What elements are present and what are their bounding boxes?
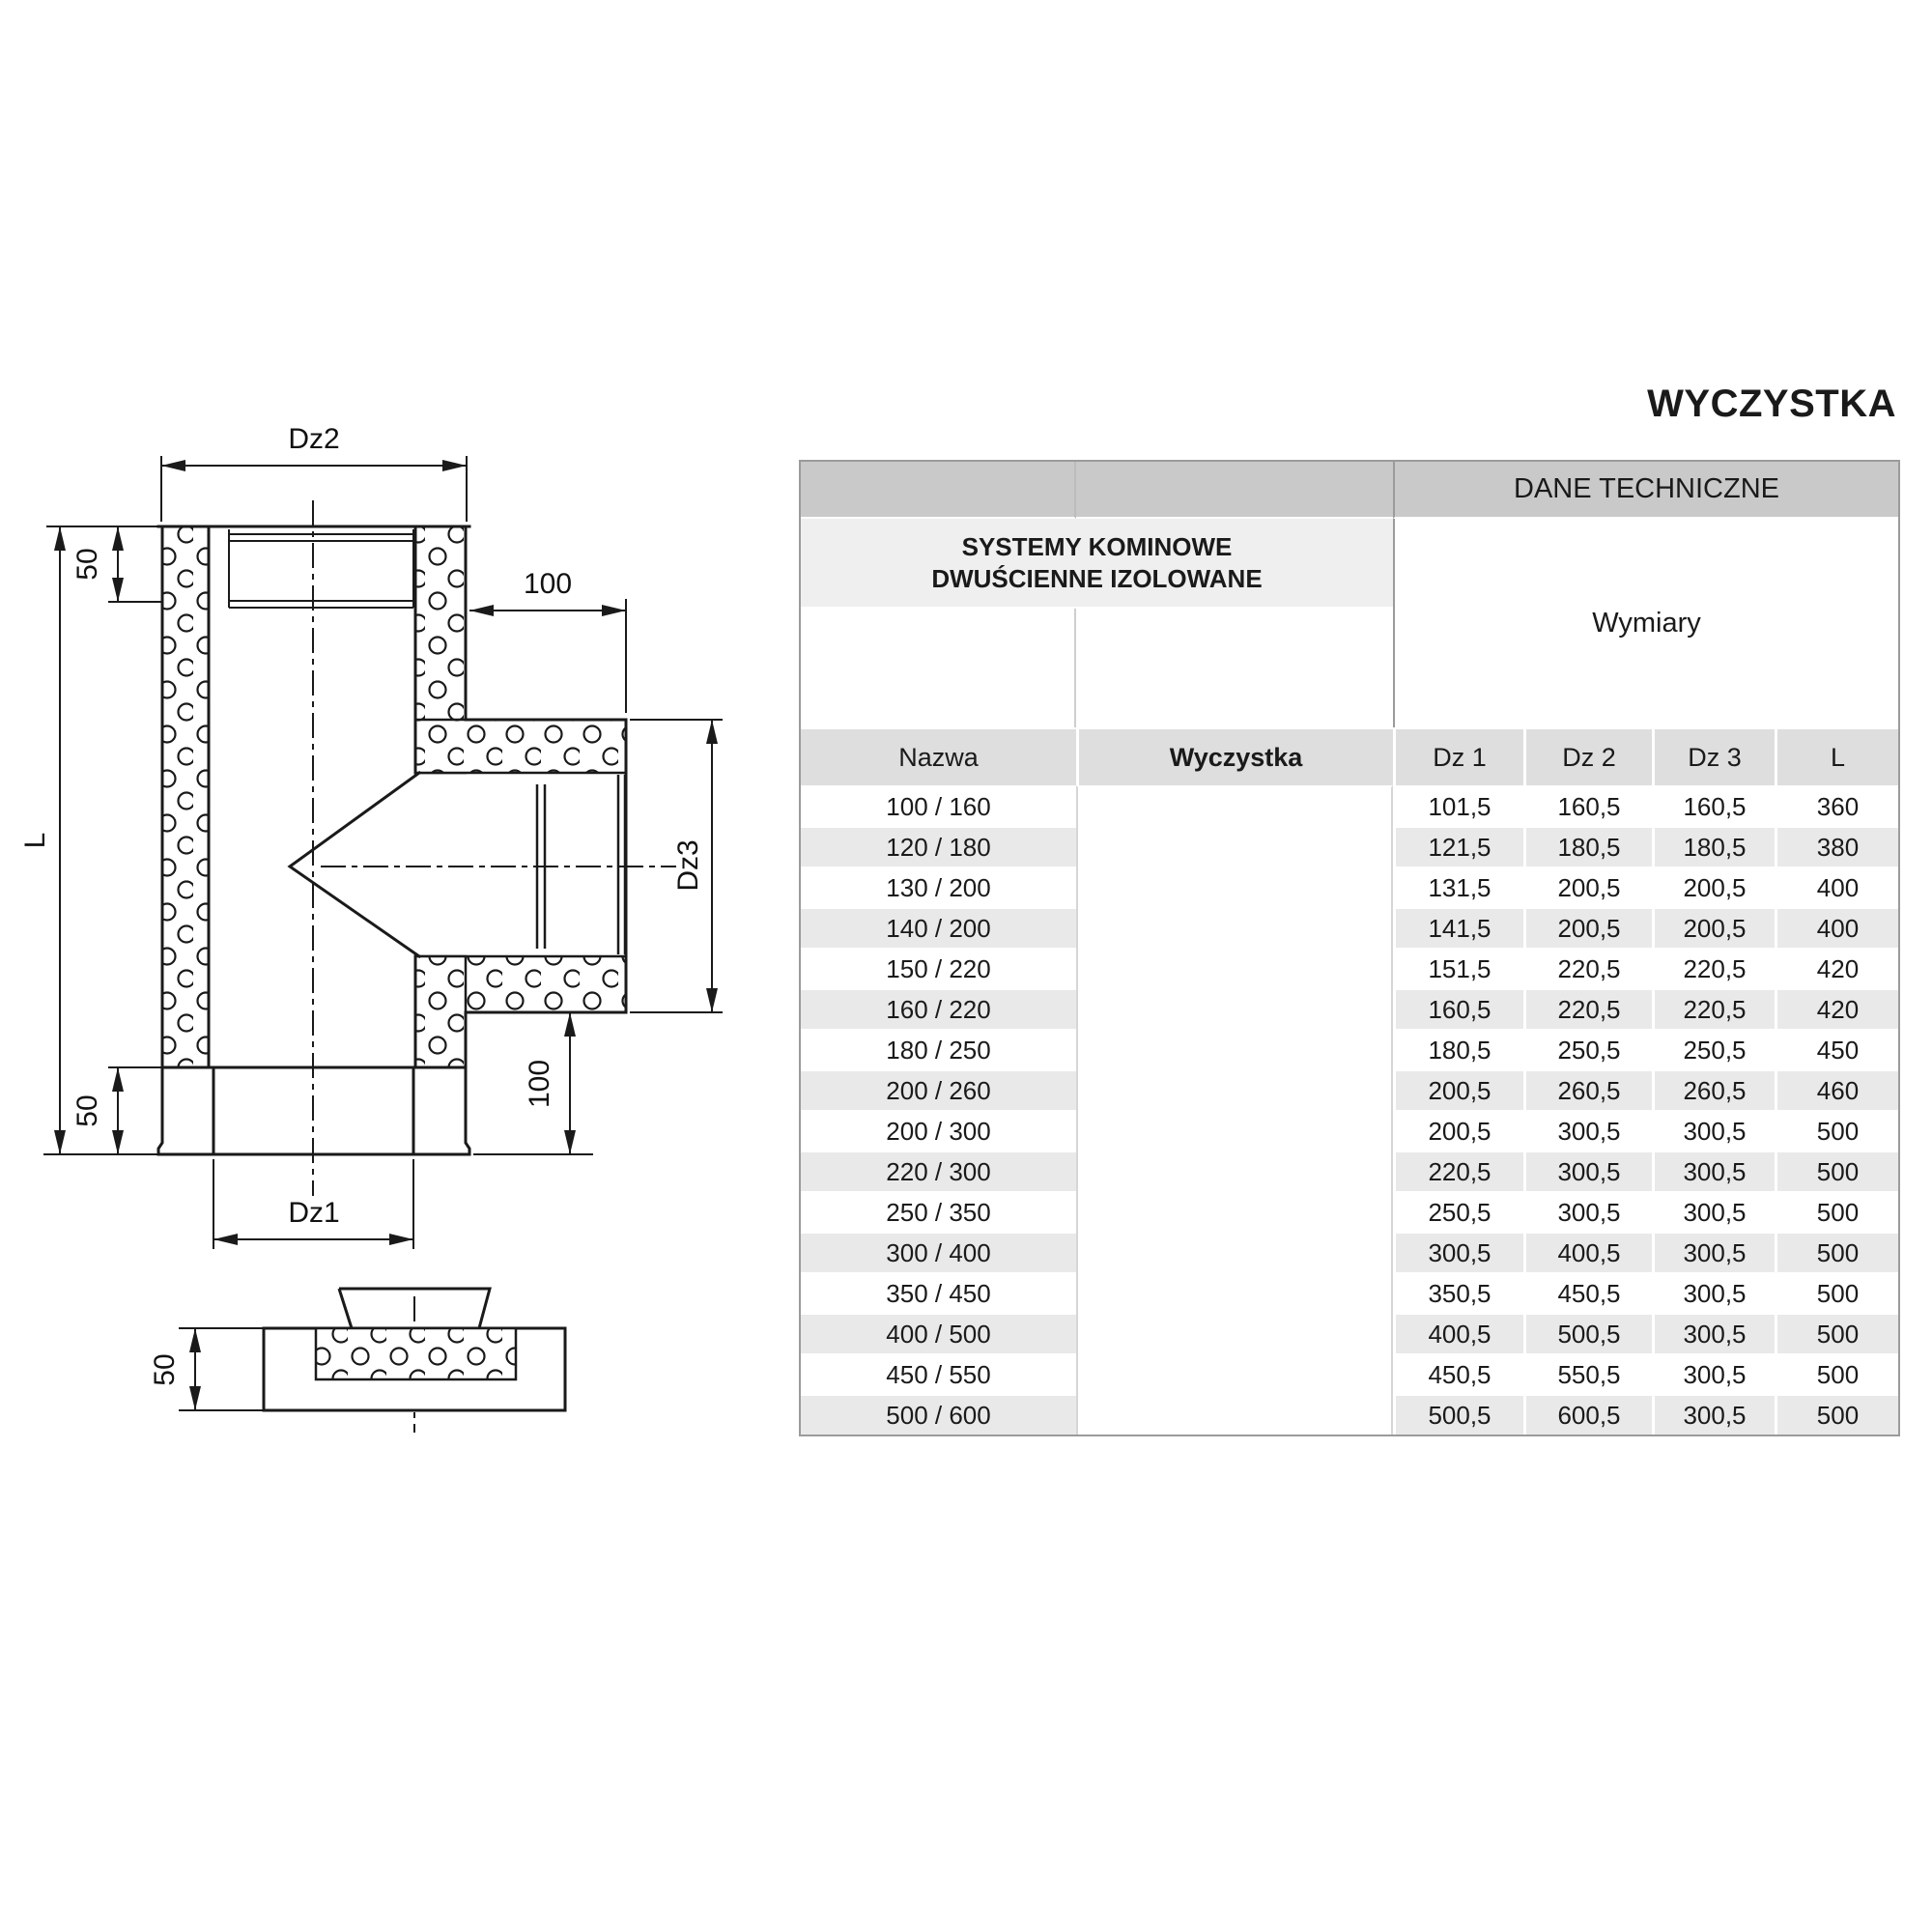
cell-dz1: 121,5 <box>1393 826 1523 867</box>
cell-nazwa: 120 / 180 <box>801 826 1076 867</box>
cell-dz2: 180,5 <box>1523 826 1652 867</box>
cell-dz2: 600,5 <box>1523 1394 1652 1435</box>
dim-label-dz3: Dz3 <box>672 839 704 892</box>
cell-dz1: 350,5 <box>1393 1272 1523 1313</box>
empty-header-cell-nazwa <box>801 462 1076 519</box>
inner-liner <box>229 529 413 608</box>
cell-dz1: 200,5 <box>1393 1069 1523 1110</box>
system-name-cell <box>801 519 1393 609</box>
cell-nazwa: 200 / 300 <box>801 1110 1076 1151</box>
cell-l: 500 <box>1775 1110 1898 1151</box>
table-row-column-headers <box>801 727 1898 785</box>
cell-dz1: 250,5 <box>1393 1191 1523 1232</box>
dim-offset-top <box>46 526 162 602</box>
cell-dz1: 200,5 <box>1393 1110 1523 1151</box>
dim-label-branch-height: 100 <box>524 1059 555 1109</box>
cell-dz3: 300,5 <box>1652 1353 1775 1394</box>
cell-dz3: 300,5 <box>1652 1232 1775 1272</box>
cell-dz2: 160,5 <box>1523 785 1652 826</box>
col-header-nazwa: Nazwa <box>801 727 1076 785</box>
cell-dz3: 220,5 <box>1652 948 1775 988</box>
cell-nazwa: 200 / 260 <box>801 1069 1076 1110</box>
cell-nazwa: 350 / 450 <box>801 1272 1076 1313</box>
dim-label-offset-bottom: 50 <box>71 1094 103 1127</box>
cell-dz1: 500,5 <box>1393 1394 1523 1435</box>
cell-dz2: 500,5 <box>1523 1313 1652 1353</box>
cell-dz2: 300,5 <box>1523 1191 1652 1232</box>
dim-door-height <box>149 1328 264 1410</box>
cell-nazwa: 450 / 550 <box>801 1353 1076 1394</box>
blank-cell-wyczystka <box>1076 609 1393 727</box>
cell-l: 460 <box>1775 1069 1898 1110</box>
cell-l: 500 <box>1775 1191 1898 1232</box>
cone-transition <box>290 773 419 956</box>
cell-dz3: 300,5 <box>1652 1272 1775 1313</box>
cell-l: 400 <box>1775 867 1898 907</box>
cell-nazwa: 500 / 600 <box>801 1394 1076 1435</box>
cell-l: 450 <box>1775 1029 1898 1069</box>
cell-l: 500 <box>1775 1394 1898 1435</box>
dim-dz3 <box>630 720 723 1012</box>
col-header-dz2: Dz 2 <box>1523 727 1652 785</box>
cell-dz1: 300,5 <box>1393 1232 1523 1272</box>
cell-dz1: 400,5 <box>1393 1313 1523 1353</box>
cell-dz3: 260,5 <box>1652 1069 1775 1110</box>
cell-l: 420 <box>1775 988 1898 1029</box>
technical-data-header: DANE TECHNICZNE <box>1393 462 1898 519</box>
cell-dz1: 141,5 <box>1393 907 1523 948</box>
cell-l: 360 <box>1775 785 1898 826</box>
cell-dz3: 300,5 <box>1652 1151 1775 1191</box>
cell-l: 500 <box>1775 1272 1898 1313</box>
pipe-outline <box>158 526 626 1154</box>
cell-dz2: 300,5 <box>1523 1110 1652 1151</box>
cell-dz2: 550,5 <box>1523 1353 1652 1394</box>
dim-label-dz2: Dz2 <box>288 423 340 455</box>
cell-nazwa: 100 / 160 <box>801 785 1076 826</box>
cell-dz1: 160,5 <box>1393 988 1523 1029</box>
cell-dz1: 180,5 <box>1393 1029 1523 1069</box>
cell-dz3: 160,5 <box>1652 785 1775 826</box>
cell-nazwa: 140 / 200 <box>801 907 1076 948</box>
cell-dz3: 300,5 <box>1652 1394 1775 1435</box>
cell-dz3: 300,5 <box>1652 1191 1775 1232</box>
cell-dz2: 260,5 <box>1523 1069 1652 1110</box>
dim-label-dz1: Dz1 <box>288 1197 340 1229</box>
cell-l: 500 <box>1775 1313 1898 1353</box>
cell-dz3: 220,5 <box>1652 988 1775 1029</box>
page-title: WYCZYSTKA <box>1647 383 1896 425</box>
cell-nazwa: 160 / 220 <box>801 988 1076 1029</box>
dim-branch-height <box>473 1012 593 1154</box>
cell-dz2: 300,5 <box>1523 1151 1652 1191</box>
spec-table <box>799 460 1900 1436</box>
dim-label-length-total: L <box>19 832 51 849</box>
cell-dz2: 200,5 <box>1523 907 1652 948</box>
technical-drawing <box>0 367 734 1488</box>
dim-length-total <box>19 526 162 1154</box>
cell-dz3: 250,5 <box>1652 1029 1775 1069</box>
cell-dz3: 300,5 <box>1652 1313 1775 1353</box>
cell-l: 380 <box>1775 826 1898 867</box>
cell-l: 400 <box>1775 907 1898 948</box>
empty-header-cell-wyczystka <box>1076 462 1393 519</box>
cell-nazwa: 130 / 200 <box>801 867 1076 907</box>
col-header-wyczystka: Wyczystka <box>1076 727 1393 785</box>
dim-label-offset-top: 50 <box>71 548 103 581</box>
cell-dz2: 220,5 <box>1523 988 1652 1029</box>
cell-l: 420 <box>1775 948 1898 988</box>
cell-l: 500 <box>1775 1151 1898 1191</box>
dimensions-header: Wymiary <box>1393 519 1898 727</box>
cell-dz1: 450,5 <box>1393 1353 1523 1394</box>
col-header-dz3: Dz 3 <box>1652 727 1775 785</box>
col-header-l: L <box>1775 727 1898 785</box>
cleanout-cap <box>537 775 625 954</box>
cell-dz2: 450,5 <box>1523 1272 1652 1313</box>
cell-nazwa: 150 / 220 <box>801 948 1076 988</box>
cell-dz1: 131,5 <box>1393 867 1523 907</box>
col-header-dz1: Dz 1 <box>1393 727 1523 785</box>
cell-l: 500 <box>1775 1353 1898 1394</box>
cell-dz2: 250,5 <box>1523 1029 1652 1069</box>
cell-nazwa: 250 / 350 <box>801 1191 1076 1232</box>
cleanout-bottom-view <box>149 1289 565 1410</box>
cell-dz3: 180,5 <box>1652 826 1775 867</box>
cell-nazwa: 220 / 300 <box>801 1151 1076 1191</box>
dim-offset-bottom <box>71 1067 162 1154</box>
cell-dz3: 200,5 <box>1652 907 1775 948</box>
cell-nazwa: 400 / 500 <box>801 1313 1076 1353</box>
cell-dz2: 200,5 <box>1523 867 1652 907</box>
system-name-line1: SYSTEMY KOMINOWE <box>961 532 1233 561</box>
cell-dz1: 220,5 <box>1393 1151 1523 1191</box>
spec-table-body <box>801 785 1898 1435</box>
cell-dz3: 300,5 <box>1652 1110 1775 1151</box>
cell-dz1: 101,5 <box>1393 785 1523 826</box>
cell-dz3: 200,5 <box>1652 867 1775 907</box>
blank-cell-nazwa <box>801 609 1076 727</box>
dim-branch-depth <box>469 568 626 713</box>
dim-label-door-height: 50 <box>149 1353 181 1386</box>
table-row-system-header <box>801 519 1898 609</box>
system-name-line2: DWUŚCIENNE IZOLOWANE <box>931 563 1263 593</box>
cell-nazwa: 180 / 250 <box>801 1029 1076 1069</box>
wyczystka-empty-column <box>1076 785 1393 1435</box>
dim-label-branch-depth: 100 <box>523 568 573 600</box>
cell-dz1: 151,5 <box>1393 948 1523 988</box>
table-row-technical-header <box>801 462 1898 519</box>
cell-nazwa: 300 / 400 <box>801 1232 1076 1272</box>
cell-dz2: 220,5 <box>1523 948 1652 988</box>
cell-dz2: 400,5 <box>1523 1232 1652 1272</box>
table-row <box>801 785 1898 826</box>
cell-l: 500 <box>1775 1232 1898 1272</box>
